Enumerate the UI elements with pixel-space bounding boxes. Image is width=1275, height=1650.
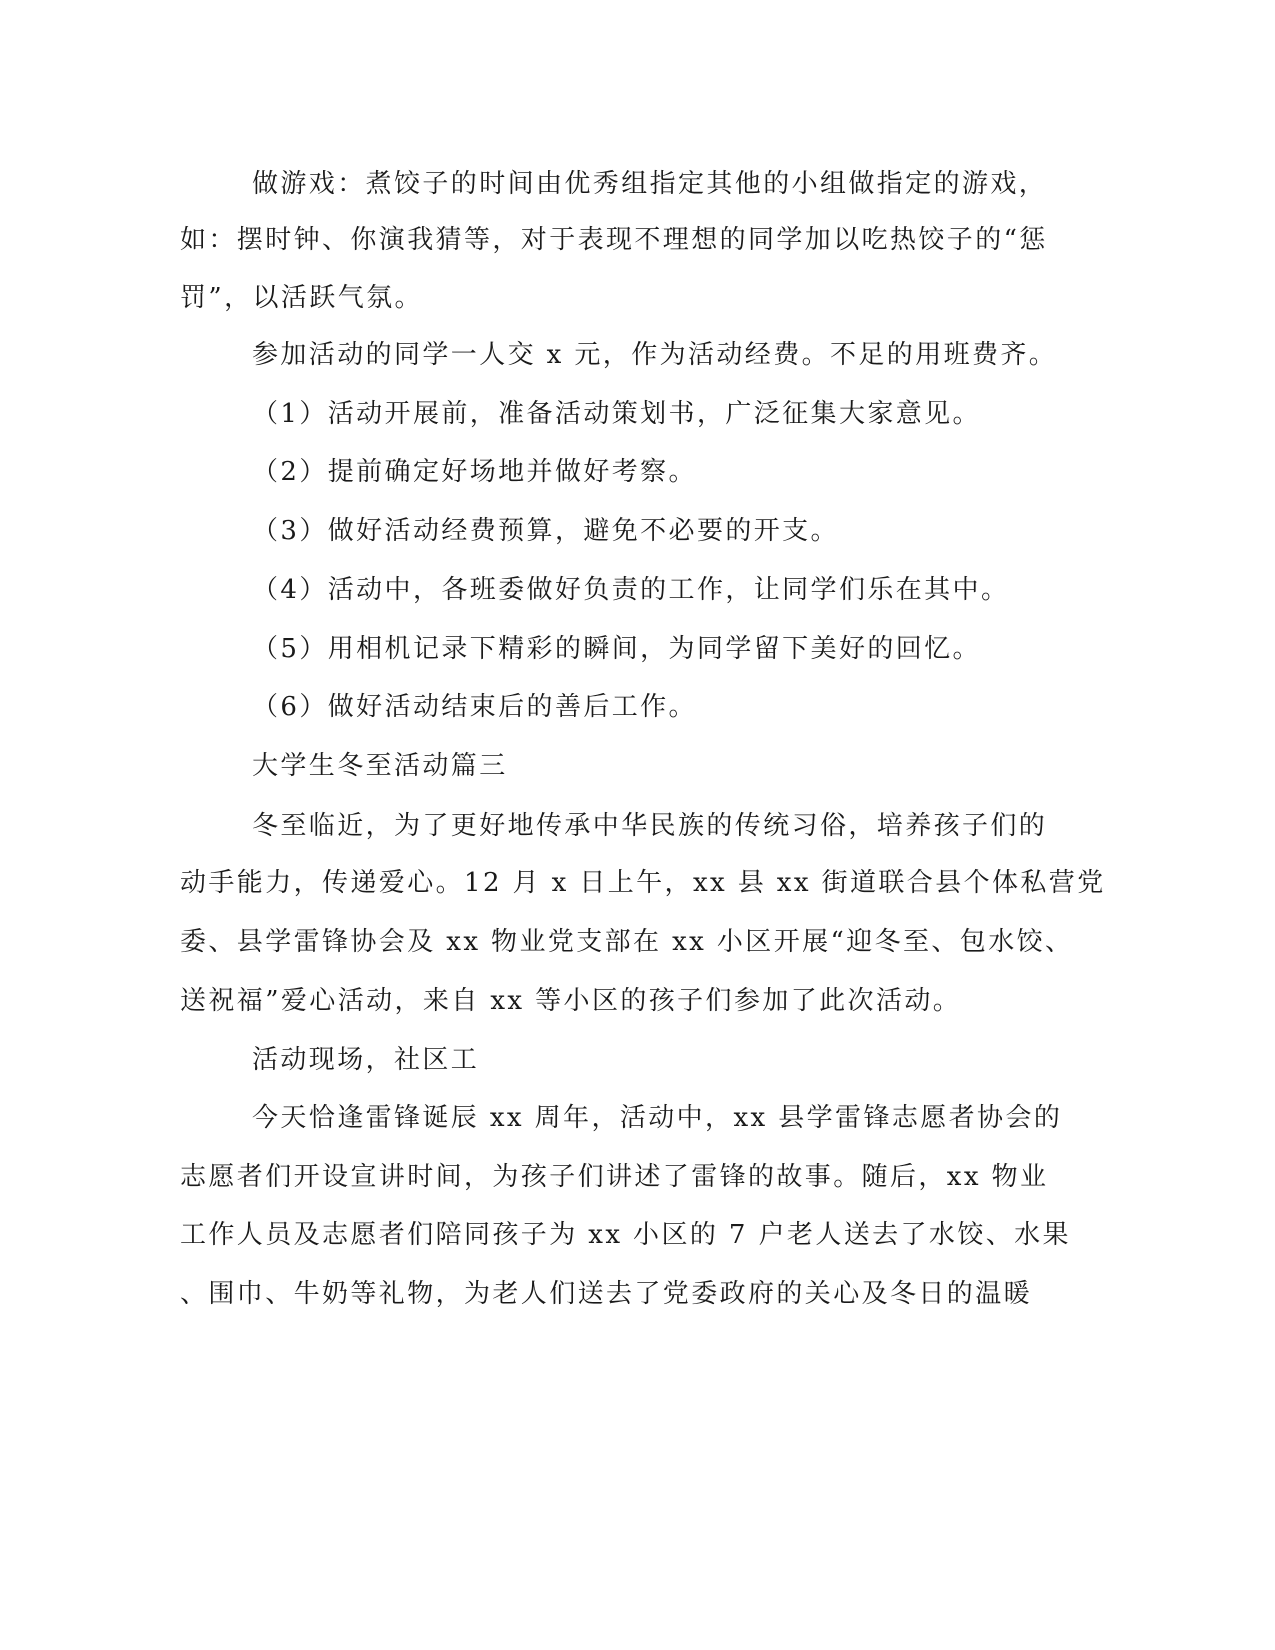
paragraph-line: 送祝福”爱心活动，来自 xx 等小区的孩子们参加了此次活动。: [180, 986, 962, 1016]
paragraph-line: 做游戏：煮饺子的时间由优秀组指定其他的小组做指定的游戏，: [252, 169, 1048, 199]
paragraph-line: 工作人员及志愿者们陪同孩子为 xx 小区的 7 户老人送去了水饺、水果: [180, 1220, 1071, 1250]
paragraph-line: 委、县学雷锋协会及 xx 物业党支部在 xx 小区开展“迎冬至、包水饺、: [180, 927, 1074, 957]
paragraph-line: 动手能力，传递爱心。12 月 x 日上午，xx 县 xx 街道联合县个体私营党: [180, 868, 1106, 898]
list-item: （3）做好活动经费预算，避免不必要的开支。: [252, 516, 839, 546]
paragraph-line: 今天恰逢雷锋诞辰 xx 周年，活动中，xx 县学雷锋志愿者协会的: [252, 1103, 1063, 1133]
paragraph-line: 如：摆时钟、你演我猜等，对于表现不理想的同学加以吃热饺子的“惩: [180, 225, 1048, 255]
list-item: （5）用相机记录下精彩的瞬间，为同学留下美好的回忆。: [252, 634, 981, 664]
list-item: （4）活动中，各班委做好负责的工作，让同学们乐在其中。: [252, 575, 1010, 605]
section-heading: 大学生冬至活动篇三: [252, 751, 508, 781]
list-item: （6）做好活动结束后的善后工作。: [252, 692, 697, 722]
paragraph-line: 罚”，以活跃气氛。: [180, 283, 423, 313]
paragraph-line: 、围巾、牛奶等礼物，为老人们送去了党委政府的关心及冬日的温暖: [180, 1279, 1033, 1309]
paragraph-line: 志愿者们开设宣讲时间，为孩子们讲述了雷锋的故事。随后，xx 物业: [180, 1162, 1049, 1192]
paragraph-line: 参加活动的同学一人交 x 元，作为活动经费。不足的用班费齐。: [252, 340, 1058, 370]
list-item: （1）活动开展前，准备活动策划书，广泛征集大家意见。: [252, 399, 981, 429]
list-item: （2）提前确定好场地并做好考察。: [252, 457, 697, 487]
paragraph-line: 冬至临近，为了更好地传承中华民族的传统习俗，培养孩子们的: [252, 811, 1048, 841]
paragraph-line: 活动现场，社区工: [252, 1045, 480, 1075]
